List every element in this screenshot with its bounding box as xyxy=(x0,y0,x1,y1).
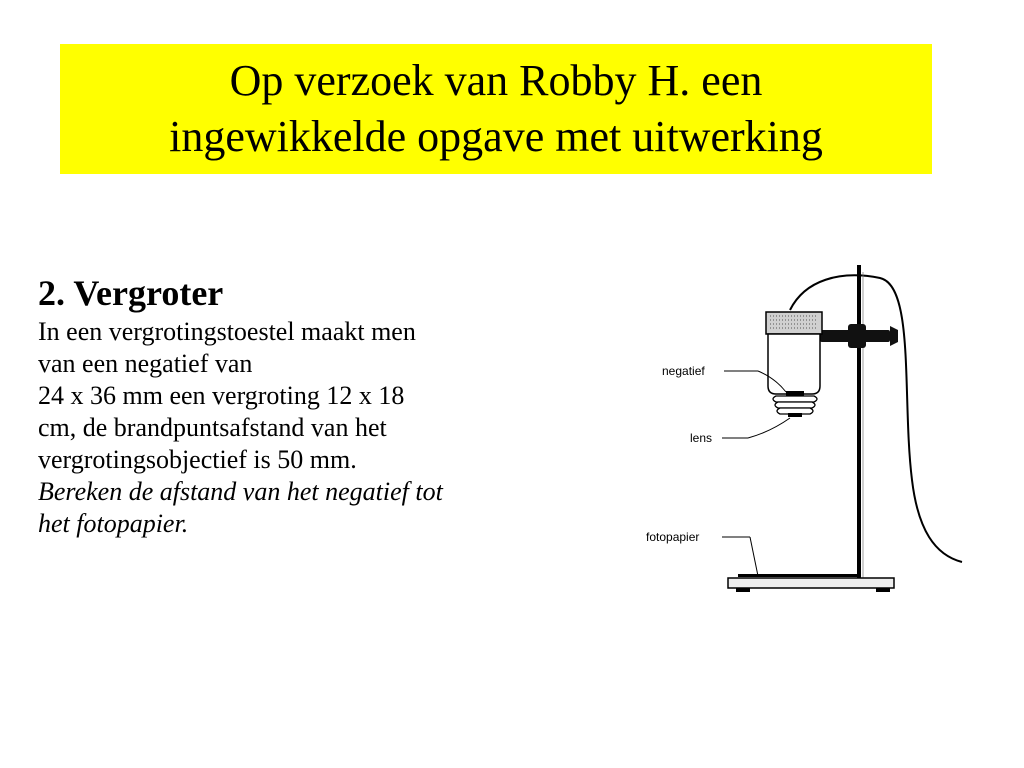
enlarger-head-top xyxy=(766,312,822,334)
label-fotopapier: fotopapier xyxy=(646,530,700,544)
problem-line: 24 x 36 mm een vergroting 12 x 18 xyxy=(38,381,405,410)
problem-heading: 2. Vergroter xyxy=(38,273,224,313)
title-banner xyxy=(60,44,932,174)
enlarger-body xyxy=(768,334,820,394)
label-lens: lens xyxy=(690,431,713,445)
baseboard xyxy=(728,578,894,588)
title-line-1: Op verzoek van Robby H. een xyxy=(229,56,763,105)
stand-rod xyxy=(857,265,861,580)
label-negatief: negatief xyxy=(662,364,705,378)
problem-line: van een negatief van xyxy=(38,349,253,378)
enlarger-diagram xyxy=(640,260,980,600)
title-line-2: ingewikkelde opgave met uitwerking xyxy=(169,112,823,161)
negative xyxy=(786,391,804,396)
photo-paper xyxy=(738,574,858,577)
lens-assembly xyxy=(773,396,817,414)
problem-text xyxy=(38,270,598,540)
problem-line: vergrotingsobjectief is 50 mm. xyxy=(38,445,357,474)
task-line: het fotopapier. xyxy=(38,509,189,538)
problem-line: In een vergrotingstoestel maakt men xyxy=(38,317,416,346)
problem-line: cm, de brandpuntsafstand van het xyxy=(38,413,387,442)
task-line: Bereken de afstand van het negatief tot xyxy=(38,477,443,506)
